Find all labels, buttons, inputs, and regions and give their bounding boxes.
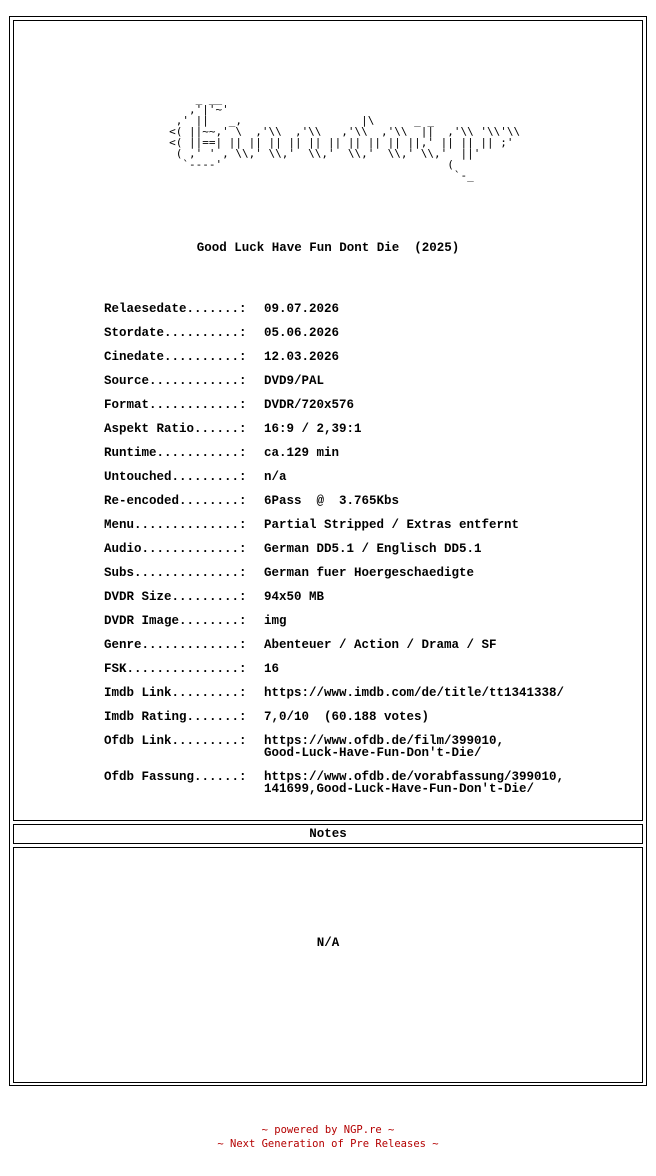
info-row xyxy=(104,423,362,435)
info-key: DVDR Size.........: xyxy=(104,590,247,604)
info-row xyxy=(104,447,339,459)
info-value: 6Pass @ 3.765Kbs xyxy=(264,494,400,508)
info-value: German fuer Hoergeschaedigte xyxy=(264,566,475,580)
release-info-panel xyxy=(13,20,643,821)
info-value: ca.129 min xyxy=(264,446,340,460)
info-value: 16 xyxy=(264,662,280,676)
info-key: Menu..............: xyxy=(104,518,247,532)
info-value[interactable]: https://www.imdb.com/de/title/tt1341338/ xyxy=(264,686,565,700)
info-row xyxy=(104,771,564,795)
info-row xyxy=(104,615,287,627)
info-value: 12.03.2026 xyxy=(264,350,340,364)
notes-header xyxy=(13,824,643,844)
ascii-logo: _ __ ,'|'~' ,' || _, |\ _ _ <( ||~~,' \ ,'\\ ,'\\ ,'\\ ,'\\ || ,'\\ '\\'\\ <( ||==| || || || || || || || || || ||,' || || || ;' ( ,' ' , \\,' \\,' \\,' \\,' \\,' \\,' ||' `----' ( `-_ xyxy=(169,92,521,182)
info-row xyxy=(104,687,564,699)
info-key: Runtime...........: xyxy=(104,446,247,460)
info-row xyxy=(104,639,497,651)
info-row xyxy=(104,735,504,759)
info-key: Re-encoded........: xyxy=(104,494,247,508)
info-row xyxy=(104,495,399,507)
info-value: 16:9 / 2,39:1 xyxy=(264,422,362,436)
info-key: DVDR Image........: xyxy=(104,614,247,628)
info-key: Ofdb Link.........: xyxy=(104,734,247,748)
info-key: Imdb Link.........: xyxy=(104,686,247,700)
info-value: German DD5.1 / Englisch DD5.1 xyxy=(264,542,482,556)
info-key: Ofdb Fassung......: xyxy=(104,770,247,784)
info-key: Genre.............: xyxy=(104,638,247,652)
info-row xyxy=(104,567,474,579)
info-row xyxy=(104,375,324,387)
release-title: Good Luck Have Fun Dont Die (2025) xyxy=(196,241,460,255)
info-row xyxy=(104,351,339,363)
notes-panel xyxy=(13,847,643,1083)
info-row xyxy=(104,519,519,531)
info-row xyxy=(104,591,324,603)
nfo-frame xyxy=(9,16,647,1086)
footer-tagline: ~ Next Generation of Pre Releases ~ xyxy=(217,1138,439,1150)
info-value: DVDR/720x576 xyxy=(264,398,355,412)
notes-label: Notes xyxy=(309,827,347,841)
info-row xyxy=(104,303,339,315)
info-value: n/a xyxy=(264,470,287,484)
info-value: 09.07.2026 xyxy=(264,302,340,316)
info-row xyxy=(104,471,287,483)
info-key: Subs..............: xyxy=(104,566,247,580)
info-value[interactable]: https://www.ofdb.de/film/399010, Good-Luck-Have-Fun-Don't-Die/ xyxy=(264,734,505,760)
notes-text: N/A xyxy=(316,936,340,950)
info-row xyxy=(104,543,482,555)
info-key: Audio.............: xyxy=(104,542,247,556)
info-key: Imdb Rating.......: xyxy=(104,710,247,724)
info-key: Cinedate..........: xyxy=(104,350,247,364)
info-value: Abenteuer / Action / Drama / SF xyxy=(264,638,497,652)
info-key: FSK...............: xyxy=(104,662,247,676)
info-value: img xyxy=(264,614,287,628)
info-row xyxy=(104,711,429,723)
info-value: DVD9/PAL xyxy=(264,374,325,388)
info-value: 94x50 MB xyxy=(264,590,325,604)
info-row xyxy=(104,327,339,339)
info-value: 05.06.2026 xyxy=(264,326,340,340)
info-value[interactable]: https://www.ofdb.de/vorabfassung/399010, 141699,Good-Luck-Have-Fun-Don't-Die/ xyxy=(264,770,565,796)
info-key: Untouched.........: xyxy=(104,470,247,484)
info-value: 7,0/10 (60.188 votes) xyxy=(264,710,430,724)
info-value: Partial Stripped / Extras entfernt xyxy=(264,518,520,532)
info-row xyxy=(104,399,354,411)
info-row xyxy=(104,663,279,675)
info-key: Source............: xyxy=(104,374,247,388)
info-key: Relaesedate.......: xyxy=(104,302,247,316)
info-key: Stordate..........: xyxy=(104,326,247,340)
info-key: Format............: xyxy=(104,398,247,412)
info-key: Aspekt Ratio......: xyxy=(104,422,247,436)
footer-powered-by: ~ powered by NGP.re ~ xyxy=(261,1124,395,1136)
